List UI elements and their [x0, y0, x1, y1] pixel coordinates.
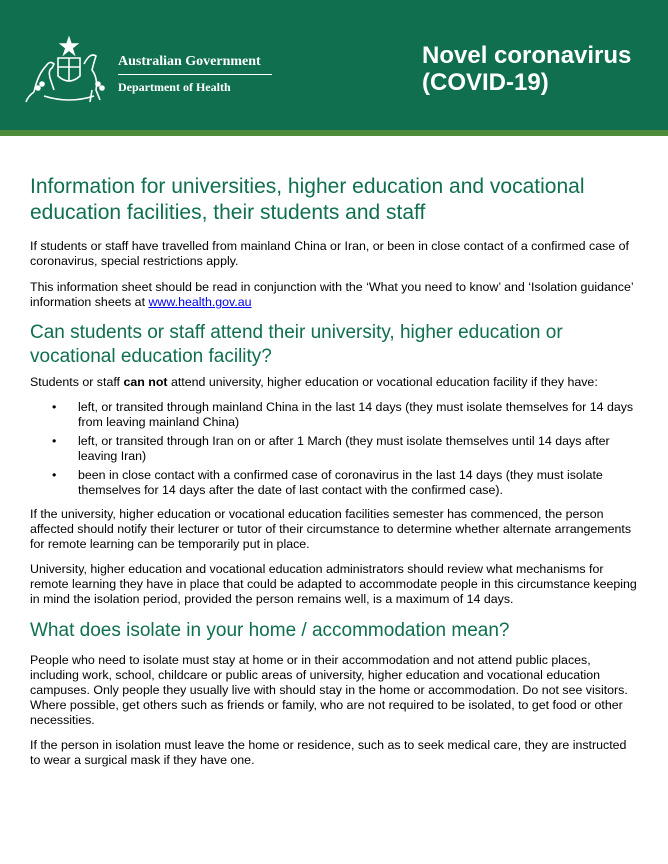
- title-line-1: Novel coronavirus: [422, 42, 632, 69]
- document-body: [30, 174, 638, 768]
- administrators-paragraph: University, higher education and vocational education administrators should review what mechanisms for remote learning they have in place that could be adapted to accommodate people in this circumstance keeping in mind the isolation period, provided the person remains well, is a maximum of 14 days.: [30, 562, 637, 606]
- section-heading-attendance: Can students or staff attend their university, higher education or vocational education facility?: [30, 322, 563, 367]
- list-item: [30, 468, 638, 498]
- info-text: This information sheet should be read in conjunction with the ‘What you need to know’ and ‘Isolation guidance’ information sheets at: [30, 280, 634, 309]
- surgical-mask-paragraph: If the person in isolation must leave the home or residence, such as to seek medical care, they are instructed to wear a surgical mask if they have one.: [30, 738, 627, 767]
- bullet-icon: •: [52, 434, 57, 448]
- isolation-paragraph: People who need to isolate must stay at home or in their accommodation and not attend public places, including work, school, childcare or public areas of university, higher education and vocational education campuses. Only people they usually live with should stay in the home or accommodation. Do not see visitors. Where possible, get others such as friends or family, who are not required to be isolated, to get food or other necessities.: [30, 653, 628, 727]
- document-title: [422, 42, 631, 96]
- list-item-text: left, or transited through mainland China in the last 14 days (they must isolate themselves for 14 days from leaving mainland China): [78, 400, 634, 429]
- bullet-icon: •: [52, 468, 57, 482]
- government-name: Australian Government: [118, 54, 261, 69]
- list-item: [30, 400, 638, 430]
- government-wordmark: [118, 54, 272, 94]
- lead-emphasis: can not: [123, 375, 168, 389]
- list-item-text: been in close contact with a confirmed case of coronavirus in the last 14 days (they must isolate themselves for 14 days after the date of last contact with the confirmed case).: [78, 468, 603, 497]
- semester-paragraph: If the university, higher education or vocational education facilities semester has commenced, the person affected should notify their lecturer or tutor of their circumstance to determine whether alternate arrangements for remote learning can be temporarily put in place.: [30, 507, 632, 551]
- wordmark-divider: [118, 74, 272, 75]
- list-item: [30, 434, 638, 464]
- section-heading-isolation: What does isolate in your home / accommodation mean?: [30, 620, 510, 641]
- restriction-list: [30, 400, 638, 498]
- bullet-icon: •: [52, 400, 57, 414]
- header-banner: [0, 0, 668, 130]
- coat-of-arms-icon: [24, 34, 114, 106]
- intro-paragraph: If students or staff have travelled from mainland China or Iran, or been in close contact of a confirmed case of coronavirus, special restrictions apply.: [30, 239, 629, 268]
- lead-text-start: Students or staff: [30, 375, 124, 389]
- header-accent-stripe: [0, 130, 668, 136]
- list-item-text: left, or transited through Iran on or after 1 March (they must isolate themselves until 14 days after leaving Iran): [78, 434, 610, 463]
- info-paragraph: [30, 280, 638, 310]
- page-heading: Information for universities, higher education and vocational education facilities, their students and staff: [30, 175, 585, 224]
- health-website-link[interactable]: www.health.gov.au: [148, 295, 252, 309]
- department-name: Department of Health: [118, 80, 231, 94]
- attendance-lead: [30, 375, 638, 390]
- title-line-2: (COVID-19): [422, 69, 549, 96]
- lead-text-end: attend university, higher education or vocational education facility if they have:: [167, 375, 598, 389]
